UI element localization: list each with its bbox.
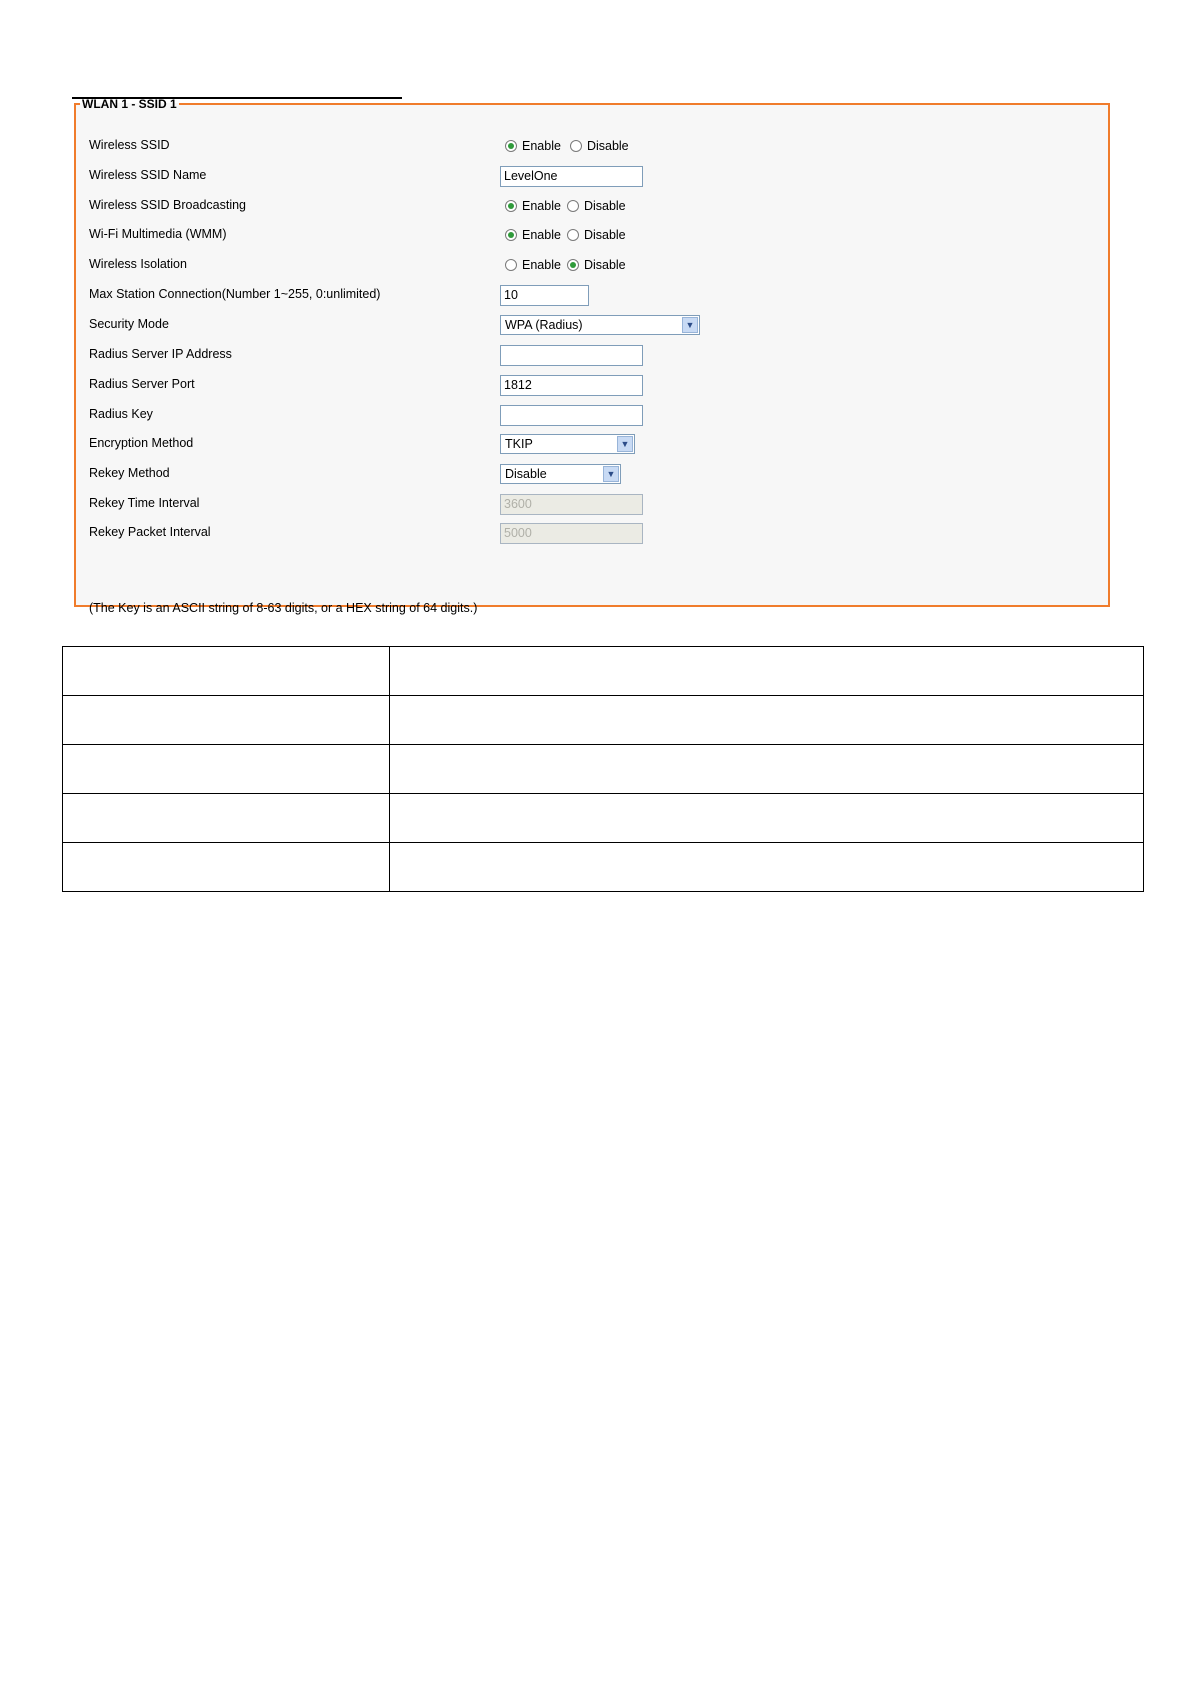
security-mode-select[interactable]: WPA (Radius) ▼ bbox=[500, 315, 700, 335]
ssid-name-label: Wireless SSID Name bbox=[89, 168, 207, 182]
rekey-packet-label: Rekey Packet Interval bbox=[89, 525, 211, 539]
panel-title: WLAN 1 - SSID 1 bbox=[82, 97, 177, 111]
table-row bbox=[63, 843, 1144, 892]
table-cell bbox=[390, 745, 1144, 794]
empty-description-table bbox=[62, 646, 1144, 892]
row-wireless-ssid bbox=[89, 134, 1089, 158]
max-station-label: Max Station Connection(Number 1~255, 0:unlimited) bbox=[89, 287, 381, 301]
max-station-input[interactable]: 10 bbox=[500, 285, 589, 306]
table-cell bbox=[390, 696, 1144, 745]
rekey-method-select[interactable]: Disable ▼ bbox=[500, 464, 621, 484]
table-cell bbox=[63, 647, 390, 696]
row-rekey-packet bbox=[89, 521, 1089, 545]
radius-key-input[interactable] bbox=[500, 405, 643, 426]
radio-empty-icon bbox=[570, 140, 582, 152]
radius-key-label: Radius Key bbox=[89, 407, 153, 421]
wireless-ssid-enable-radio[interactable]: Enable bbox=[505, 139, 561, 153]
table-cell bbox=[390, 647, 1144, 696]
ssid-broadcasting-disable-radio[interactable]: Disable bbox=[567, 199, 626, 213]
table-row bbox=[63, 647, 1144, 696]
row-wmm bbox=[89, 223, 1089, 247]
radio-empty-icon bbox=[505, 259, 517, 271]
row-max-station bbox=[89, 283, 1089, 307]
chevron-down-icon[interactable]: ▼ bbox=[603, 466, 619, 482]
chevron-down-icon[interactable]: ▼ bbox=[617, 436, 633, 452]
radio-empty-icon bbox=[567, 200, 579, 212]
row-isolation bbox=[89, 253, 1089, 277]
wmm-label: Wi-Fi Multimedia (WMM) bbox=[89, 227, 227, 241]
isolation-disable-radio[interactable]: Disable bbox=[567, 258, 626, 272]
table-cell bbox=[63, 843, 390, 892]
chevron-down-icon[interactable]: ▼ bbox=[682, 317, 698, 333]
row-rekey-time bbox=[89, 492, 1089, 516]
table-cell bbox=[63, 696, 390, 745]
wlan-settings-panel bbox=[74, 97, 1110, 615]
row-radius-key bbox=[89, 403, 1089, 427]
radius-ip-input[interactable] bbox=[500, 345, 643, 366]
rekey-time-input: 3600 bbox=[500, 494, 643, 515]
radio-empty-icon bbox=[567, 229, 579, 241]
row-security-mode bbox=[89, 313, 1089, 337]
table-cell bbox=[63, 745, 390, 794]
security-mode-label: Security Mode bbox=[89, 317, 169, 331]
radio-selected-icon bbox=[505, 200, 517, 212]
wireless-ssid-disable-radio[interactable]: Disable bbox=[570, 139, 629, 153]
wmm-disable-radio[interactable]: Disable bbox=[567, 228, 626, 242]
table-row bbox=[63, 745, 1144, 794]
row-rekey-method bbox=[89, 462, 1089, 486]
table-row bbox=[63, 794, 1144, 843]
table-cell bbox=[390, 843, 1144, 892]
table-row bbox=[63, 696, 1144, 745]
rekey-packet-input: 5000 bbox=[500, 523, 643, 544]
rekey-time-label: Rekey Time Interval bbox=[89, 496, 200, 510]
row-ssid-broadcasting bbox=[89, 194, 1089, 218]
radius-port-input[interactable]: 1812 bbox=[500, 375, 643, 396]
row-radius-ip bbox=[89, 343, 1089, 367]
key-format-note: (The Key is an ASCII string of 8-63 digits, or a HEX string of 64 digits.) bbox=[89, 601, 478, 615]
radius-port-label: Radius Server Port bbox=[89, 377, 195, 391]
wmm-enable-radio[interactable]: Enable bbox=[505, 228, 561, 242]
ssid-broadcasting-label: Wireless SSID Broadcasting bbox=[89, 198, 247, 212]
rekey-method-label: Rekey Method bbox=[89, 466, 170, 480]
radio-selected-icon bbox=[505, 229, 517, 241]
encryption-label: Encryption Method bbox=[89, 436, 194, 450]
row-encryption bbox=[89, 432, 1089, 456]
row-ssid-name bbox=[89, 164, 1089, 188]
ssid-name-input[interactable]: LevelOne bbox=[500, 166, 643, 187]
radio-selected-icon bbox=[505, 140, 517, 152]
isolation-enable-radio[interactable]: Enable bbox=[505, 258, 561, 272]
radius-ip-label: Radius Server IP Address bbox=[89, 347, 232, 361]
wireless-ssid-label: Wireless SSID bbox=[89, 138, 170, 152]
radio-selected-icon bbox=[567, 259, 579, 271]
table-cell bbox=[390, 794, 1144, 843]
row-radius-port bbox=[89, 373, 1089, 397]
encryption-select[interactable]: TKIP ▼ bbox=[500, 434, 635, 454]
table-cell bbox=[63, 794, 390, 843]
isolation-label: Wireless Isolation bbox=[89, 257, 187, 271]
ssid-broadcasting-enable-radio[interactable]: Enable bbox=[505, 199, 561, 213]
